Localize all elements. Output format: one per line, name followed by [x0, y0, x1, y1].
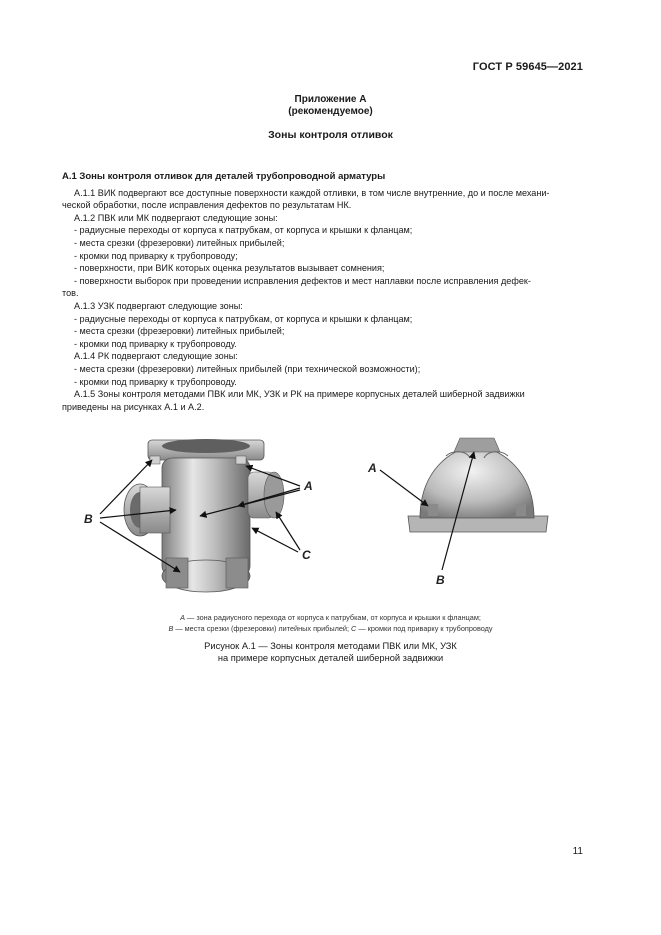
paragraph-a13: А.1.3 УЗК подвергают следующие зоны: [74, 300, 243, 311]
appendix-heading: Зоны контроля отливок [268, 129, 393, 141]
paragraph-a15-line2: приведены на рисунках А.1 и А.2. [62, 401, 205, 412]
standard-code: ГОСТ Р 59645—2021 [472, 61, 583, 73]
label-b-left: B [84, 512, 93, 526]
list-item: - радиусные переходы от корпуса к патрубкам, от корпуса и крышки к фланцам; [74, 313, 413, 324]
paragraph-a11-line2: ческой обработки, после исправления дефектов по результатам НК. [62, 200, 352, 211]
paragraph-a15-line1: А.1.5 Зоны контроля методами ПВК или МК, УЗК и РК на примере корпусных деталей шиберной задвижки [74, 389, 525, 400]
figure-caption-line2: на примере корпусных деталей шиберной задвижки [217, 653, 444, 663]
figure-a1 [0, 432, 661, 602]
legend-key-c: С [351, 624, 357, 633]
paragraph-a11-line1: А.1.1 ВИК подвергают все доступные поверхности каждой отливки, в том числе внутренние, до и после механи- [74, 187, 550, 198]
figure-legend-line2 [0, 623, 661, 634]
list-item: - кромки под приварку к трубопроводу. [74, 338, 237, 349]
body-text [62, 171, 586, 413]
page-number: 11 [572, 846, 583, 857]
legend-key-a: А [180, 613, 185, 622]
list-item: - места срезки (фрезеровки) литейных прибылей; [74, 326, 285, 337]
list-item: - поверхности, при ВИК которых оценка результатов вызывает сомнения; [74, 263, 385, 274]
legend-text-c: — кромки под приварку к трубопроводу [356, 624, 493, 633]
list-item: - радиусные переходы от корпуса к патрубкам, от корпуса и крышки к фланцам; [74, 225, 413, 236]
list-item: - поверхности выборок при проведении исправления дефектов и мест наплавки после исправления дефек- [74, 275, 531, 286]
legend-key-b: В [168, 624, 174, 633]
list-item: - кромки под приварку к трубопроводу; [74, 250, 238, 261]
appendix-title: Приложение А [294, 94, 367, 105]
section-heading: А.1 Зоны контроля отливок для деталей трубопроводной арматуры [62, 171, 386, 182]
appendix-subtitle: (рекомендуемое) [288, 106, 373, 117]
valve-cover-drawing [408, 438, 548, 532]
paragraph-a14: А.1.4 РК подвергают следующие зоны: [74, 351, 238, 362]
paragraph-a12: А.1.2 ПВК или МК подвергают следующие зоны: [74, 212, 278, 223]
label-a-left: A [304, 479, 313, 493]
figure-caption-line1: Рисунок А.1 — Зоны контроля методами ПВК или МК, УЗК [204, 641, 457, 651]
figure-legend-line1 [0, 612, 661, 623]
list-item: - места срезки (фрезеровки) литейных прибылей; [74, 237, 285, 248]
list-item: - места срезки (фрезеровки) литейных прибылей (при технической возможности); [74, 363, 421, 374]
label-c-left: C [302, 548, 311, 562]
label-b-right: B [436, 573, 445, 587]
figure-illustration [0, 432, 661, 602]
legend-text-a: — зона радиусного перехода от корпуса к патрубкам, от корпуса и крышки к фланцам; [184, 613, 481, 622]
legend-text-b: — места срезки (фрезеровки) литейных прибылей; [173, 624, 352, 633]
list-item: - кромки под приварку к трубопроводу. [74, 376, 237, 387]
list-item-tail: тов. [62, 288, 79, 299]
label-a-right: A [368, 461, 377, 475]
